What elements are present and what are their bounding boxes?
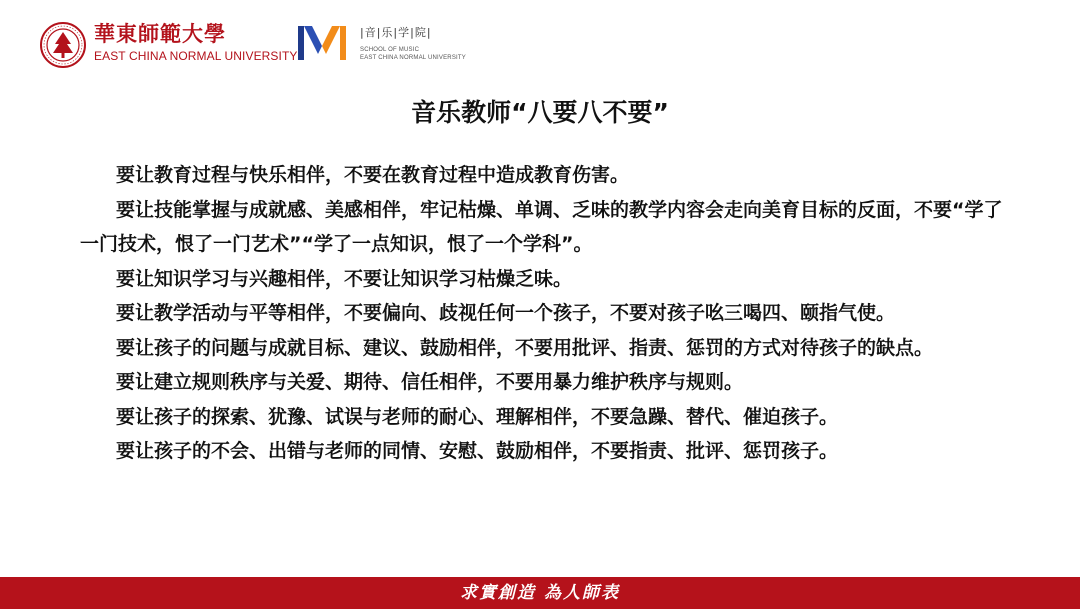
paragraph: 要让孩子的探索、犹豫、试误与老师的耐心、理解相伴，不要急躁、替代、催迫孩子。 <box>116 405 839 428</box>
ecnu-name-cn: 華東師範大學 <box>94 21 226 46</box>
school-of-music-m-icon <box>298 26 346 60</box>
paragraph: 要让技能掌握与成就感、美感相伴，牢记枯燥、单调、乏味的教学内容会走向美育目标的反面，不要“学了一门技术，恨了一门艺术”“学了一点知识，恨了一个学科”。 <box>80 198 1003 255</box>
paragraph: 要让教学活动与平等相伴，不要偏向、歧视任何一个孩子，不要对孩子吆三喝四、颐指气使。 <box>116 302 896 324</box>
paragraph: 要让知识学习与兴趣相伴，不要让知识学习枯燥乏味。 <box>116 267 573 290</box>
content-body <box>80 158 1010 469</box>
paragraph: 要让教育过程与快乐相伴，不要在教育过程中造成教育伤害。 <box>116 164 630 186</box>
music-name-en-1: SCHOOL OF MUSIC <box>360 47 420 53</box>
page-title: 音乐教师“八要八不要” <box>411 98 669 127</box>
footer-bar <box>0 577 1080 609</box>
music-name-cn: |音|乐|学|院| <box>360 26 432 39</box>
paragraph: 要让孩子的不会、出错与老师的同情、安慰、鼓励相伴，不要指责、批评、惩罚孩子。 <box>116 440 839 462</box>
header <box>40 18 520 74</box>
music-name-en-2: EAST CHINA NORMAL UNIVERSITY <box>360 55 466 61</box>
ecnu-name-en: EAST CHINA NORMAL UNIVERSITY <box>94 49 298 63</box>
paragraph: 要让孩子的问题与成就目标、建议、鼓励相伴，不要用批评、指责、惩罚的方式对待孩子的缺点。 <box>116 336 934 359</box>
footer-motto: 求實創造 為人師表 <box>460 583 620 603</box>
ecnu-seal-icon <box>40 22 86 68</box>
paragraph: 要让建立规则秩序与关爱、期待、信任相伴，不要用暴力维护秩序与规则。 <box>116 371 744 393</box>
school-of-music-text <box>360 26 466 62</box>
